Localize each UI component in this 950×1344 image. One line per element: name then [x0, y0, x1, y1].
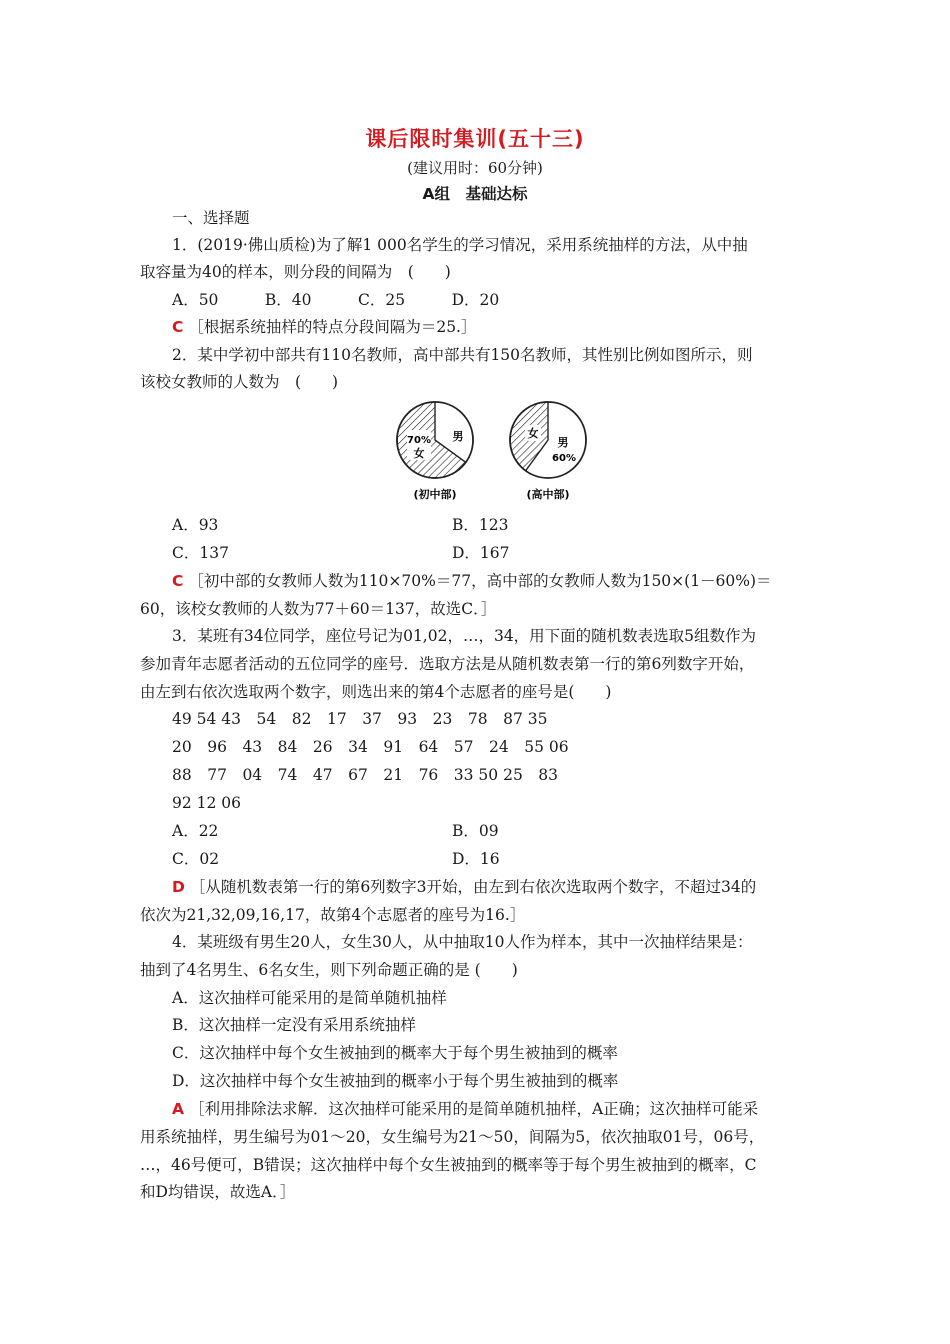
q2-stem-line2: 该校女教师的人数为 ( ) [140, 373, 339, 391]
group-heading: A组 基础达标 [422, 185, 528, 203]
q2-option-d: D．167 [452, 544, 510, 562]
q3-answer-letter: D [172, 878, 185, 896]
random-table-row1: 49 54 43 54 82 17 37 93 23 78 87 35 [172, 710, 548, 728]
random-table-row3: 88 77 04 74 47 67 21 76 33 50 25 83 [172, 766, 559, 784]
q1-stem-line1: 1．(2019·佛山质检)为了解1 000名学生的学习情况，采用系统抽样的方法，从中抽 [172, 236, 748, 254]
section-heading: 一、选择题 [172, 209, 250, 227]
q3-answer [172, 877, 756, 897]
page-title: 课后限时集训(五十三) [365, 127, 585, 151]
q2-stem-line1: 2．某中学初中部共有110名教师，高中部共有150名教师，其性别比例如图所示，则 [172, 346, 753, 364]
q3-option-d: D．16 [452, 850, 500, 868]
q4-stem-line1: 4．某班级有男生20人，女生30人，从中抽取10人作为样本，其中一次抽样结果是： [172, 933, 753, 951]
junior-female-pct: 70% [407, 435, 431, 446]
q1-answer [172, 317, 476, 337]
q4-option-a: A．这次抽样可能采用的是简单随机抽样 [172, 989, 447, 1007]
q1-answer-letter: C [172, 318, 184, 336]
q3-stem-line2: 参加青年志愿者活动的五位同学的座号．选取方法是从随机数表第一行的第6列数字开始， [140, 655, 755, 673]
q4-answer [172, 1099, 758, 1119]
senior-female-label: 女 [527, 427, 539, 440]
q2-answer-letter: C [172, 572, 184, 590]
q3-option-c: C．02 [172, 850, 220, 868]
q4-stem-line2: 抽到了4名男生、6名女生，则下列命题正确的是 ( ) [140, 961, 518, 979]
q3-option-b: B．09 [452, 822, 499, 840]
q3-stem-line3: 由左到右依次选取两个数字，则选出来的第4个志愿者的座号是( ) [140, 683, 612, 701]
q4-option-d: D．这次抽样中每个女生被抽到的概率小于每个男生被抽到的概率 [172, 1072, 619, 1090]
q2-answer-text1: ［初中部的女教师人数为110×70%＝77，高中部的女教师人数为150×(1－60%)＝ [188, 572, 772, 590]
q4-option-b: B．这次抽样一定没有采用系统抽样 [172, 1016, 416, 1034]
q1-options: A．50 B．40 C．25 D．20 [172, 291, 500, 309]
q4-answer-text1: ［利用排除法求解．这次抽样可能采用的是简单随机抽样，A正确；这次抽样可能采 [188, 1100, 759, 1118]
q2-answer-line2: 60，该校女教师的人数为77＋60＝137，故选C．］ [140, 600, 497, 618]
junior-high-pie [397, 402, 473, 501]
q4-option-c: C．这次抽样中每个女生被抽到的概率大于每个男生被抽到的概率 [172, 1044, 618, 1062]
junior-female-label: 女 [413, 447, 425, 460]
junior-male-label: 男 [452, 430, 464, 443]
senior-caption: (高中部) [526, 488, 570, 501]
gender-ratio-pie-charts [380, 398, 600, 508]
q4-answer-line2: 用系统抽样，男生编号为01～20，女生编号为21～50，间隔为5，依次抽取01号，06号， [140, 1128, 765, 1146]
q4-answer-line4: 和D均错误，故选A．］ [140, 1183, 296, 1201]
random-table-row4: 92 12 06 [172, 794, 242, 812]
senior-high-pie [510, 402, 586, 501]
q4-answer-letter: A [172, 1100, 184, 1118]
q2-answer [172, 571, 772, 591]
q3-answer-line2: 依次为21,32,09,16,17，故第4个志愿者的座号为16.］ [140, 906, 526, 924]
q3-stem-line1: 3．某班有34位同学，座位号记为01,02，…，34，用下面的随机数表选取5组数作为 [172, 627, 757, 645]
q1-stem-line2: 取容量为40的样本，则分段的间隔为 ( ) [140, 263, 451, 281]
junior-caption: (初中部) [413, 488, 457, 501]
q2-option-b: B．123 [452, 516, 509, 534]
senior-male-pct: 60% [552, 453, 576, 464]
q2-option-a: A．93 [172, 516, 219, 534]
q3-answer-text1: ［从随机数表第一行的第6列数字3开始，由左到右依次选取两个数字，不超过34的 [189, 878, 757, 896]
q3-option-a: A．22 [172, 822, 219, 840]
q2-option-c: C．137 [172, 544, 229, 562]
time-suggestion: (建议用时：60分钟) [407, 159, 543, 177]
random-table-row2: 20 96 43 84 26 34 91 64 57 24 55 06 [172, 738, 569, 756]
q4-answer-line3: …，46号便可，B错误；这次抽样中每个女生被抽到的概率等于每个男生被抽到的概率，C [140, 1156, 757, 1174]
senior-male-label: 男 [557, 436, 569, 449]
q1-answer-text: ［根据系统抽样的特点分段间隔为＝25.］ [188, 318, 477, 336]
